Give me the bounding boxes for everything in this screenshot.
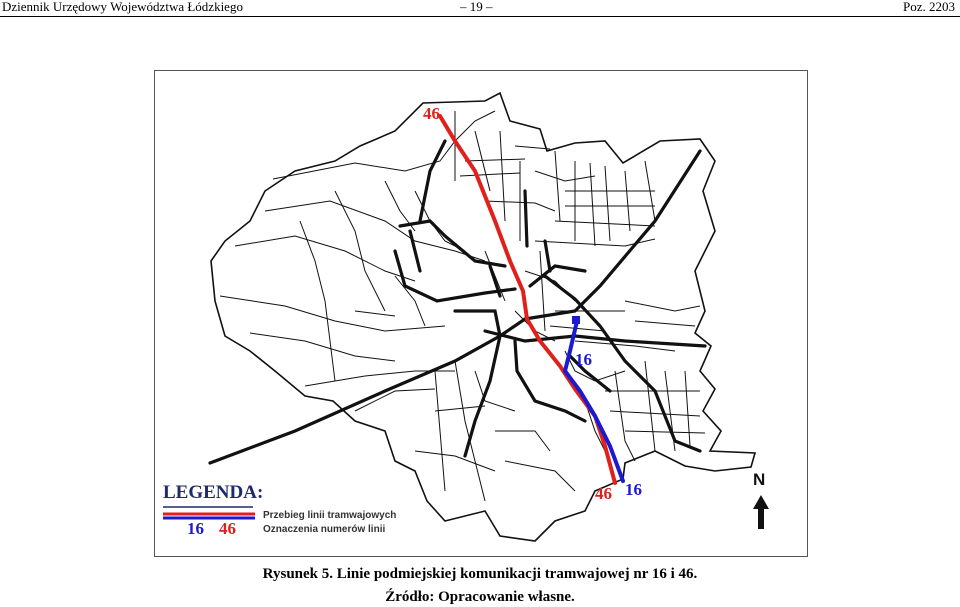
tram-46-label-south: 46 [595, 484, 612, 503]
journal-title: Dziennik Urzędowy Województwa Łódzkiego [2, 0, 243, 14]
map-figure [154, 70, 808, 557]
tram-16-terminus [572, 316, 580, 324]
tram-16-label-center: 16 [575, 350, 592, 369]
north-label: N [753, 470, 766, 489]
legend-title: LEGENDA: [163, 482, 264, 503]
page-header [0, 0, 960, 17]
north-arrow-icon [753, 470, 769, 529]
map-legend [163, 482, 396, 538]
legend-route-label: Przebieg linii tramwajowych [263, 510, 397, 521]
legend-number-16: 16 [187, 519, 204, 538]
position-number: Poz. 2203 [903, 0, 955, 14]
legend-number-46: 46 [219, 519, 236, 538]
tram-46-label-north: 46 [423, 104, 440, 123]
figure-source: Źródło: Opracowanie własne. [385, 589, 575, 605]
figure-caption: Rysunek 5. Linie podmiejskiej komunikacji tramwajowej nr 16 i 46. [262, 566, 698, 582]
minor-streets [220, 111, 705, 501]
legend-numbers-label: Oznaczenia numerów linii [263, 524, 386, 535]
tram-route-map [155, 71, 807, 556]
tram-16-label-south: 16 [625, 480, 642, 499]
page-number: – 19 – [460, 0, 493, 14]
